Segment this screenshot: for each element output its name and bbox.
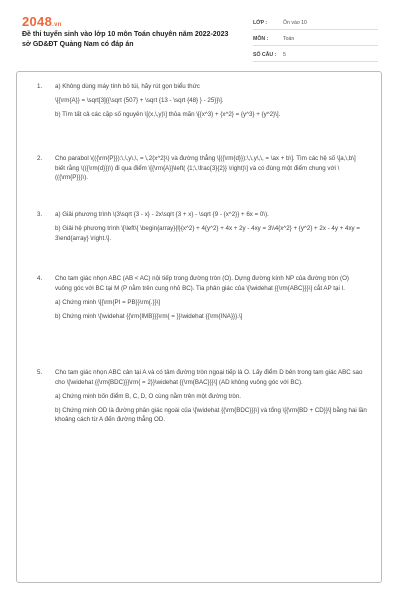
question-number: 4. — [37, 275, 43, 282]
question-text: b) Tìm tất cả các cặp số nguyên \[(x,\,y)\] thỏa mãn \[{x^3} + {x^2} = {y^3} + {y^2}\]. — [55, 111, 281, 118]
question-text: a) Giải phương trình \(3\sqrt {3 - x} - 2x\sqrt {3 + x} - \sqrt {9 - {x^2}} + 6x = 0\). — [55, 211, 269, 218]
question-text: Cho tam giác nhọn ABC (AB < AC) nội tiếp trong đường tròn (O). Dựng đường kính NP của đường tròn (O) vuông góc với BC tại M (P nằm trên cung nhỏ BC). Tia phân giác của \[\widehat {{\rm{ABC}}}\] cắt AP tại I. — [55, 275, 349, 292]
question-2 — [37, 154, 367, 187]
exam-meta — [253, 16, 378, 64]
question-4 — [37, 274, 367, 326]
meta-label: SỐ CÂU : — [253, 51, 277, 58]
question-number: 3. — [37, 211, 43, 218]
question-number: 5. — [37, 369, 43, 376]
question-text: b) Chứng minh OD là đường phân giác ngoài của \[\widehat {{\rm{BDC}}}\] và tổng \[{\rm{BD + CD}}\] bằng hai lần khoảng cách từ A đến đường thẳng OD. — [55, 406, 367, 423]
questions-panel — [16, 71, 382, 583]
meta-row-class — [253, 16, 378, 30]
meta-row-count — [253, 48, 378, 62]
question-text: b) Giải hệ phương trình \[\left\{ \begin{array}{l}{x^2} + 4{y^2} + 4x + 2y - 4xy = 3\\4{x^2} + {y^2} + 2x - 4y + 4xy = 3\end{array} \right.\]. — [55, 225, 360, 242]
question-number: 1. — [37, 83, 43, 90]
meta-label: LỚP : — [253, 19, 268, 26]
exam-title: Đề thi tuyển sinh vào lớp 10 môn Toán chuyên năm 2022-2023 sở GD&ĐT Quảng Nam có đáp án — [22, 31, 229, 48]
question-text: a) Chứng minh bốn điểm B, C, D, O cùng nằm trên một đường tròn. — [55, 392, 242, 400]
question-number: 2. — [37, 155, 43, 162]
question-text: Cho parabol \(({\rm{P}}):\,\,y\,\, = \,2{x^2}\) và đường thẳng \[({\rm{d}}):\,\,y\,\, = \ax + b\]. Tìm các hệ số \[a,\,b\] biết rằng \(({\rm{d}})\) đi qua điểm \[{\rm{A}}\left( {1;\,\frac{3}{2}} \right)\] và có đúng một điểm chung với \(({\rm{P}})\). — [55, 155, 356, 181]
question-5 — [37, 368, 367, 429]
meta-label: MÔN : — [253, 35, 269, 42]
question-3 — [37, 210, 367, 248]
logo-suffix: .vn — [52, 22, 62, 28]
page-header — [0, 0, 400, 64]
logo-text: 2048 — [22, 14, 53, 29]
question-text: Cho tam giác nhọn ABC cân tại A và có tâm đường tròn ngoại tiếp là O. Lấy điểm D bên trong tam giác ABC sao cho \[\widehat {{\rm{BDC}}}\rm{ = 2}}\widehat {{\rm{BAC}}}\] (AD không vuông góc với BC). — [55, 369, 363, 386]
meta-value: Ôn vào 10 — [283, 19, 307, 26]
meta-value: Toán — [283, 35, 295, 42]
question-text: a) Chứng minh \[{\rm{PI = PB}}\rm{.}}\] — [55, 298, 161, 306]
question-1 — [37, 82, 367, 124]
question-text: \[{\rm{A}} = \sqrt[3]{{\sqrt {507} + \sqrt {13 - \sqrt {48} } - 25}}\]. — [55, 97, 224, 104]
meta-value: 5 — [283, 51, 286, 58]
question-text: b) Chứng minh \[\widehat {{\rm{IMB}}}\rm{ = }}\widehat {{\rm{INA}}}.\] — [55, 312, 243, 320]
meta-row-subject — [253, 32, 378, 46]
site-logo[interactable] — [22, 14, 62, 29]
question-text: a) Không dùng máy tính bỏ túi, hãy rút gọn biểu thức — [55, 83, 200, 90]
